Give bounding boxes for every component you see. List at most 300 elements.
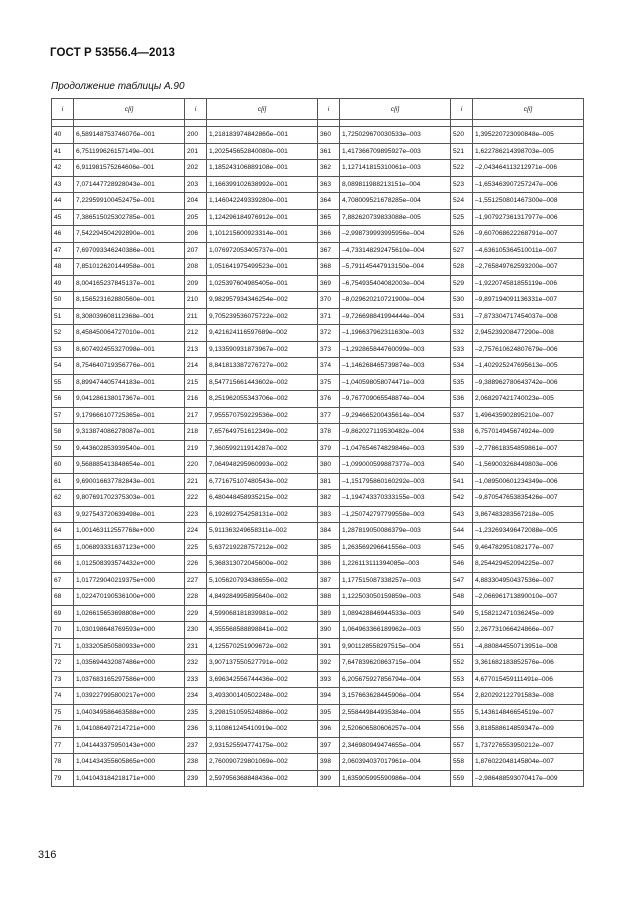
coefficient-cell: 3,696342556744436e–002: [207, 671, 318, 688]
table-row: [52, 572, 584, 589]
coefficient-cell: 9,464782951082177e–007: [473, 539, 584, 556]
coefficient-cell: 7,360599211914287e–002: [207, 440, 318, 457]
coefficient-cell: 5,368313072045600e–002: [207, 556, 318, 573]
table-row: [52, 440, 584, 457]
index-cell: 78: [52, 754, 74, 771]
index-cell: 47: [52, 242, 74, 259]
index-cell: 556: [451, 721, 473, 738]
coefficient-cell: –9,870547653835426e–007: [473, 490, 584, 507]
coefficient-cell: 9,443602853939540e–001: [74, 440, 185, 457]
index-cell: 558: [451, 754, 473, 771]
coefficient-cell: 5,105620793438655e–002: [207, 572, 318, 589]
index-cell: 59: [52, 440, 74, 457]
index-cell: 227: [185, 572, 207, 589]
table-row: [52, 391, 584, 408]
table-row: [52, 127, 584, 144]
coefficient-cell: –4,880844550713951e–008: [473, 638, 584, 655]
coefficient-cell: 1,737276553950212e–007: [473, 737, 584, 754]
index-cell: 233: [185, 671, 207, 688]
table-row: [52, 407, 584, 424]
table-row: [52, 292, 584, 309]
index-cell: 534: [451, 358, 473, 375]
index-cell: 229: [185, 605, 207, 622]
coefficient-cell: 2,060394037017961e–004: [340, 754, 451, 771]
index-cell: 544: [451, 523, 473, 540]
index-cell: 382: [318, 490, 340, 507]
coefficient-cell: 9,807691702375303e–001: [74, 490, 185, 507]
index-cell: 202: [185, 160, 207, 177]
index-cell: 381: [318, 473, 340, 490]
index-cell: 214: [185, 358, 207, 375]
index-cell: 395: [318, 704, 340, 721]
index-cell: 529: [451, 275, 473, 292]
page-number: 316: [38, 849, 57, 861]
coefficient-cell: 1,026615653698808e+000: [74, 605, 185, 622]
index-cell: 52: [52, 325, 74, 342]
index-cell: 388: [318, 589, 340, 606]
table-row: [52, 671, 584, 688]
index-cell: 361: [318, 143, 340, 160]
coefficient-cell: –4,733148292475610e–004: [340, 242, 451, 259]
coefficient-cell: 1,287819050086379e–003: [340, 523, 451, 540]
table-row: [52, 605, 584, 622]
index-cell: 363: [318, 176, 340, 193]
coefficient-cell: 7,542294504292890e–001: [74, 226, 185, 243]
column-header: c[i]: [473, 99, 584, 120]
coefficient-cell: 9,982957934346254e–002: [207, 292, 318, 309]
coefficient-cell: 9,705239536075722e–002: [207, 308, 318, 325]
index-cell: 223: [185, 506, 207, 523]
coefficient-cell: 1,033205850580933e+000: [74, 638, 185, 655]
index-cell: 219: [185, 440, 207, 457]
table-caption: Продолжение таблицы А.90: [51, 81, 185, 92]
table-row: [52, 374, 584, 391]
coefficient-cell: 1,146042249339280e–001: [207, 193, 318, 210]
index-cell: 392: [318, 655, 340, 672]
coefficient-cell: 7,882620739833088e–005: [340, 209, 451, 226]
coefficient-cell: 8,841813387276727e–002: [207, 358, 318, 375]
table-row: [52, 325, 584, 342]
index-cell: 377: [318, 407, 340, 424]
coefficient-cell: –1,569003268449803e–006: [473, 457, 584, 474]
coefficient-cell: 6,911981575264606e–001: [74, 160, 185, 177]
column-header: c[i]: [207, 99, 318, 120]
coefficient-cell: 1,041043184218171e+000: [74, 770, 185, 787]
coefficient-cell: 9,927543720639498e–001: [74, 506, 185, 523]
table-row: [52, 721, 584, 738]
index-cell: 65: [52, 539, 74, 556]
index-cell: 41: [52, 143, 74, 160]
coefficient-cell: 7,955570759229536e–002: [207, 407, 318, 424]
index-cell: 383: [318, 506, 340, 523]
coefficient-cell: –9,388962780643742e–006: [473, 374, 584, 391]
coefficient-cell: 8,254429452094225e–007: [473, 556, 584, 573]
coefficient-cell: 4,599068181839981e–002: [207, 605, 318, 622]
coefficient-cell: –4,636105364510011e–007: [473, 242, 584, 259]
table-spacer-row: [52, 120, 584, 127]
index-cell: 71: [52, 638, 74, 655]
index-cell: 525: [451, 209, 473, 226]
coefficient-cell: 1,202545652840080e–001: [207, 143, 318, 160]
coefficient-cell: 9,690016637782843e–001: [74, 473, 185, 490]
index-cell: 63: [52, 506, 74, 523]
index-cell: 72: [52, 655, 74, 672]
index-cell: 79: [52, 770, 74, 787]
index-cell: 527: [451, 242, 473, 259]
column-header: i: [451, 99, 473, 120]
index-cell: 552: [451, 655, 473, 672]
coefficient-cell: –1,047654674829846e–003: [340, 440, 451, 457]
coefficient-cell: –2,778618354859861e–007: [473, 440, 584, 457]
coefficient-cell: 7,386515025302785e–001: [74, 209, 185, 226]
table-row: [52, 473, 584, 490]
index-cell: 360: [318, 127, 340, 144]
index-cell: 200: [185, 127, 207, 144]
table-row: [52, 589, 584, 606]
coefficient-cell: 9,421624116597689e–002: [207, 325, 318, 342]
coefficient-cell: 8,251962055343706e–002: [207, 391, 318, 408]
coefficient-cell: 8,004165237845137e–001: [74, 275, 185, 292]
coefficient-cell: –9,897194091136331e–007: [473, 292, 584, 309]
index-cell: 43: [52, 176, 74, 193]
index-cell: 60: [52, 457, 74, 474]
index-cell: 220: [185, 457, 207, 474]
column-header: i: [52, 99, 74, 120]
table-row: [52, 226, 584, 243]
index-cell: 54: [52, 358, 74, 375]
coefficient-cell: 3,867483283567218e–005: [473, 506, 584, 523]
coefficient-cell: 4,355568588898841e–002: [207, 622, 318, 639]
coefficient-cell: 9,901128558297515e–004: [340, 638, 451, 655]
coefficient-cell: –9,862027119530482e–004: [340, 424, 451, 441]
coefficient-cell: 7,647839620863715e–004: [340, 655, 451, 672]
index-cell: 394: [318, 688, 340, 705]
index-cell: 238: [185, 754, 207, 771]
index-cell: 378: [318, 424, 340, 441]
table-row: [52, 160, 584, 177]
coefficient-cell: 1,041434355605865e+000: [74, 754, 185, 771]
index-cell: 235: [185, 704, 207, 721]
coefficient-cell: 5,143614846654519e–007: [473, 704, 584, 721]
coefficient-cell: 1,185243106889108e–001: [207, 160, 318, 177]
index-cell: 40: [52, 127, 74, 144]
index-cell: 399: [318, 770, 340, 787]
index-cell: 208: [185, 259, 207, 276]
index-cell: 536: [451, 391, 473, 408]
table-row: [52, 209, 584, 226]
index-cell: 389: [318, 605, 340, 622]
coefficient-cell: –1,250742797799558e–003: [340, 506, 451, 523]
coefficient-cell: 2,760090729801069e–002: [207, 754, 318, 771]
index-cell: 74: [52, 688, 74, 705]
index-cell: 76: [52, 721, 74, 738]
coefficient-cell: 1,025397604985405e–001: [207, 275, 318, 292]
coefficient-cell: 9,568885413848654e–001: [74, 457, 185, 474]
index-cell: 51: [52, 308, 74, 325]
coefficient-cell: 5,911363249658311e–002: [207, 523, 318, 540]
index-cell: 64: [52, 523, 74, 540]
index-cell: 533: [451, 341, 473, 358]
index-cell: 531: [451, 308, 473, 325]
coefficient-cell: 2,945239208477290e–008: [473, 325, 584, 342]
coefficient-cell: –1,099000599887377e–003: [340, 457, 451, 474]
index-cell: 237: [185, 737, 207, 754]
index-cell: 226: [185, 556, 207, 573]
coefficient-cell: –1,922074581855119e–006: [473, 275, 584, 292]
coefficient-cell: 5,158212471036245e–009: [473, 605, 584, 622]
index-cell: 373: [318, 341, 340, 358]
index-cell: 384: [318, 523, 340, 540]
document-header: ГОСТ Р 53556.4—2013: [50, 47, 175, 59]
column-header: c[i]: [340, 99, 451, 120]
coefficient-cell: –2,986488593070417e–009: [473, 770, 584, 787]
coefficient-cell: 1,012508393574432e+000: [74, 556, 185, 573]
coefficient-cell: –2,998739993995956e–004: [340, 226, 451, 243]
index-cell: 236: [185, 721, 207, 738]
coefficient-cell: 8,607492455327098e–001: [74, 341, 185, 358]
coefficient-cell: 2,267731066424866e–007: [473, 622, 584, 639]
table-row: [52, 556, 584, 573]
index-cell: 49: [52, 275, 74, 292]
coefficient-cell: 6,480448458935215e–002: [207, 490, 318, 507]
table-row: [52, 688, 584, 705]
index-cell: 73: [52, 671, 74, 688]
index-cell: 56: [52, 391, 74, 408]
index-cell: 362: [318, 160, 340, 177]
coefficient-cell: 8,899474405744183e–001: [74, 374, 185, 391]
index-cell: 379: [318, 440, 340, 457]
coefficient-cell: 6,757014945674924e–009: [473, 424, 584, 441]
index-cell: 50: [52, 292, 74, 309]
index-cell: 210: [185, 292, 207, 309]
index-cell: 207: [185, 242, 207, 259]
index-cell: 550: [451, 622, 473, 639]
coefficient-cell: –5,791145447913150e–004: [340, 259, 451, 276]
index-cell: 557: [451, 737, 473, 754]
index-cell: 224: [185, 523, 207, 540]
table-row: [52, 308, 584, 325]
coefficient-cell: 7,229599100452475e–001: [74, 193, 185, 210]
table-row: [52, 143, 584, 160]
index-cell: 537: [451, 407, 473, 424]
coefficient-cell: 1,041443375950143e+000: [74, 737, 185, 754]
coefficient-cell: 1,006893331637123e+000: [74, 539, 185, 556]
table-row: [52, 424, 584, 441]
table-row: [52, 341, 584, 358]
index-cell: 543: [451, 506, 473, 523]
index-cell: 524: [451, 193, 473, 210]
coefficient-cell: 9,313874086278087e–001: [74, 424, 185, 441]
index-cell: 209: [185, 275, 207, 292]
coefficient-cell: 7,064948295960993e–002: [207, 457, 318, 474]
coefficient-cell: –1,292865844760099e–003: [340, 341, 451, 358]
table-row: [52, 259, 584, 276]
index-cell: 547: [451, 572, 473, 589]
coefficient-cell: –9,767709065548874e–004: [340, 391, 451, 408]
coefficient-cell: 1,395220723090848e–005: [473, 127, 584, 144]
table-row: [52, 622, 584, 639]
coefficient-cell: 9,133590931873967e–002: [207, 341, 318, 358]
coefficient-cell: 3,818588614859347e–009: [473, 721, 584, 738]
index-cell: 391: [318, 638, 340, 655]
index-cell: 398: [318, 754, 340, 771]
index-cell: 538: [451, 424, 473, 441]
index-cell: 62: [52, 490, 74, 507]
index-cell: 549: [451, 605, 473, 622]
coefficient-cell: 3,110861245410919e–002: [207, 721, 318, 738]
index-cell: 231: [185, 638, 207, 655]
coefficient-cell: 1,089428846944533e–003: [340, 605, 451, 622]
index-cell: 374: [318, 358, 340, 375]
coefficient-cell: –1,040598058074471e–003: [340, 374, 451, 391]
index-cell: 530: [451, 292, 473, 309]
coefficient-cell: 1,051641975499523e–001: [207, 259, 318, 276]
coefficient-cell: 6,58914875374607бe–001: [74, 127, 185, 144]
coefficient-cell: –1,551250801467300e–008: [473, 193, 584, 210]
index-cell: 68: [52, 589, 74, 606]
index-cell: 375: [318, 374, 340, 391]
table-row: [52, 754, 584, 771]
index-cell: 546: [451, 556, 473, 573]
coefficient-cell: 4,677015459111491e–006: [473, 671, 584, 688]
column-header: c[i]: [74, 99, 185, 120]
coefficient-cell: –7,873304717454037e–008: [473, 308, 584, 325]
table-row: [52, 770, 584, 787]
index-cell: 211: [185, 308, 207, 325]
coefficients-table: [51, 98, 584, 787]
table-row: [52, 358, 584, 375]
coefficient-cell: 9,179666107725365e–001: [74, 407, 185, 424]
table-row: [52, 457, 584, 474]
index-cell: 367: [318, 242, 340, 259]
coefficient-cell: 8,089811988213151e–004: [340, 176, 451, 193]
coefficient-cell: 7,657649751612349e–002: [207, 424, 318, 441]
coefficient-cell: 1,064963366189962e–003: [340, 622, 451, 639]
index-cell: 69: [52, 605, 74, 622]
index-cell: 213: [185, 341, 207, 358]
coefficient-cell: 1,124296184976912e–001: [207, 209, 318, 226]
column-header: i: [185, 99, 207, 120]
index-cell: 548: [451, 589, 473, 606]
index-cell: 545: [451, 539, 473, 556]
index-cell: 390: [318, 622, 340, 639]
index-cell: 532: [451, 325, 473, 342]
coefficient-cell: 5,637219228757212e–002: [207, 539, 318, 556]
coefficient-cell: –2,765849762593200e–007: [473, 259, 584, 276]
index-cell: 551: [451, 638, 473, 655]
coefficient-cell: 1,041086497214721e+000: [74, 721, 185, 738]
coefficient-cell: 1,635905995590986e–004: [340, 770, 451, 787]
coefficient-cell: 8,458450064727010e–001: [74, 325, 185, 342]
coefficient-cell: 3,157663628445906e–004: [340, 688, 451, 705]
coefficient-cell: –2,043464113212971e–006: [473, 160, 584, 177]
index-cell: 397: [318, 737, 340, 754]
coefficient-cell: 1,040349586463588e+000: [74, 704, 185, 721]
coefficient-cell: –6,754935404082003e–004: [340, 275, 451, 292]
coefficient-cell: 1,263569296641556e–003: [340, 539, 451, 556]
index-cell: 230: [185, 622, 207, 639]
coefficient-cell: –9,726698841994444e–004: [340, 308, 451, 325]
index-cell: 370: [318, 292, 340, 309]
index-cell: 554: [451, 688, 473, 705]
coefficient-cell: –1,089500601234349e–006: [473, 473, 584, 490]
index-cell: 46: [52, 226, 74, 243]
index-cell: 523: [451, 176, 473, 193]
coefficient-cell: 2,558449844935384e–004: [340, 704, 451, 721]
index-cell: 206: [185, 226, 207, 243]
coefficient-cell: 2,931525594774175e–002: [207, 737, 318, 754]
coefficient-cell: 9,041286138017367e–001: [74, 391, 185, 408]
index-cell: 522: [451, 160, 473, 177]
index-cell: 222: [185, 490, 207, 507]
index-cell: 535: [451, 374, 473, 391]
coefficient-cell: 1,177515087338257e–003: [340, 572, 451, 589]
table-row: [52, 506, 584, 523]
coefficient-cell: 1,876022048145804e–007: [473, 754, 584, 771]
index-cell: 217: [185, 407, 207, 424]
coefficient-cell: 1,101215600923314e–001: [207, 226, 318, 243]
coefficient-cell: 2,820292122791583e–008: [473, 688, 584, 705]
coefficient-cell: 2,068297421740023e–005: [473, 391, 584, 408]
coefficient-cell: 8,754640719356776e–001: [74, 358, 185, 375]
coefficient-cell: 3,361682183852576e–006: [473, 655, 584, 672]
coefficient-cell: 1,622786214398703e–005: [473, 143, 584, 160]
coefficient-cell: 8,156523162880560e–001: [74, 292, 185, 309]
coefficient-cell: 1,417366709895927e–003: [340, 143, 451, 160]
coefficient-cell: 1,039227995800217e+000: [74, 688, 185, 705]
table-row: [52, 737, 584, 754]
coefficient-cell: 1,022470190536100e+000: [74, 589, 185, 606]
coefficient-cell: 1,166399102638992e–001: [207, 176, 318, 193]
coefficient-cell: 4,883304950437536e–007: [473, 572, 584, 589]
index-cell: 204: [185, 193, 207, 210]
index-cell: 372: [318, 325, 340, 342]
index-cell: 45: [52, 209, 74, 226]
coefficient-cell: –1,402925247695613e–005: [473, 358, 584, 375]
index-cell: 528: [451, 259, 473, 276]
coefficient-cell: –1,151795860160292e–003: [340, 473, 451, 490]
coefficient-cell: 1,030198648769593e+000: [74, 622, 185, 639]
coefficient-cell: –1,232693496472088e–005: [473, 523, 584, 540]
index-cell: 526: [451, 226, 473, 243]
coefficient-cell: –1,196637962311630e–003: [340, 325, 451, 342]
index-cell: 542: [451, 490, 473, 507]
coefficient-cell: 4,708009521678285e–004: [340, 193, 451, 210]
index-cell: 67: [52, 572, 74, 589]
index-cell: 555: [451, 704, 473, 721]
index-cell: 58: [52, 424, 74, 441]
coefficient-cell: 4,125570251909672e–002: [207, 638, 318, 655]
index-cell: 221: [185, 473, 207, 490]
index-cell: 215: [185, 374, 207, 391]
coefficient-cell: 2,520606580606257e–004: [340, 721, 451, 738]
table-row: [52, 523, 584, 540]
table-row: [52, 704, 584, 721]
coefficient-cell: 1,226113111394085e–003: [340, 556, 451, 573]
index-cell: 368: [318, 259, 340, 276]
coefficient-cell: 8,308039608112368e–001: [74, 308, 185, 325]
coefficient-cell: 1,725029670030533e–003: [340, 127, 451, 144]
index-cell: 203: [185, 176, 207, 193]
coefficient-cell: 4,849284995895640e–002: [207, 589, 318, 606]
table-row: [52, 176, 584, 193]
index-cell: 369: [318, 275, 340, 292]
index-cell: 228: [185, 589, 207, 606]
index-cell: 212: [185, 325, 207, 342]
coefficient-cell: 1,035694432087486e+000: [74, 655, 185, 672]
index-cell: 201: [185, 143, 207, 160]
index-cell: 55: [52, 374, 74, 391]
